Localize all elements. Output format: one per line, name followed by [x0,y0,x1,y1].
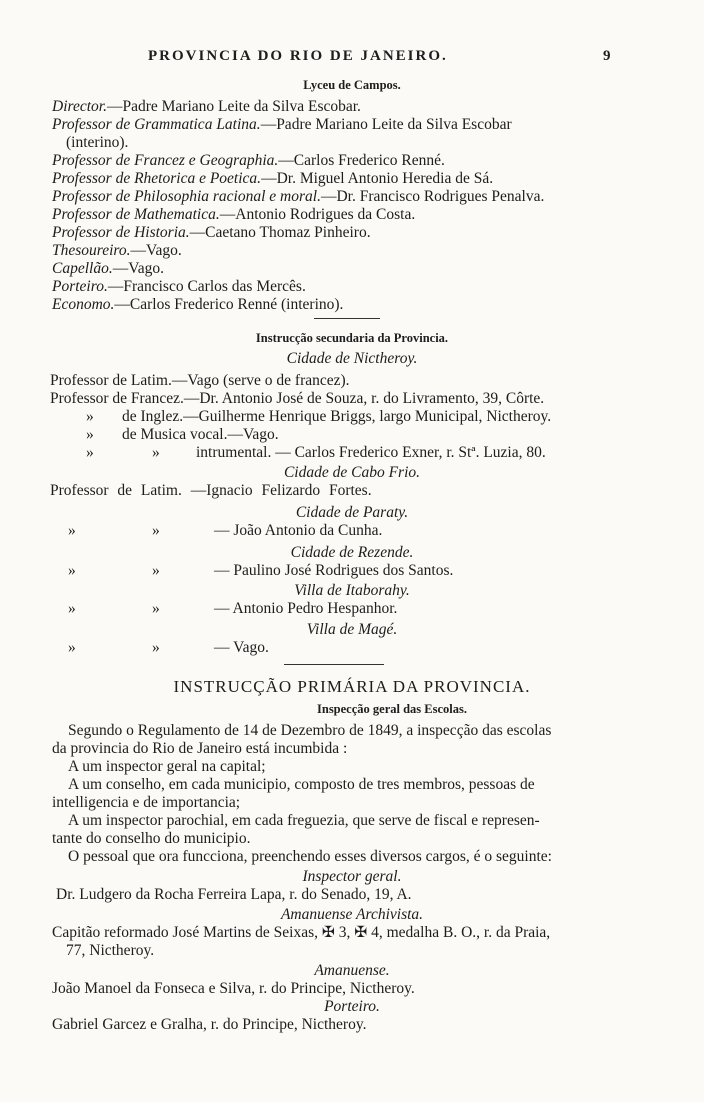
ditto-mark: » [68,600,76,617]
paragraph-line: A um conselho, em cada municipio, composto de tres membros, pessoas de [68,776,535,793]
ditto-mark: » [68,639,76,656]
lyceu-entry: Professor de Philosophia racional e moral.—Dr. Francisco Rodrigues Penalva. [52,188,545,205]
teacher-line: Professor de Latim.—Vago (serve o de francez). [50,372,350,389]
lyceu-entry: Capellão.—Vago. [52,260,164,277]
ditto-mark: » [86,408,94,425]
teacher-line: — João Antonio da Cunha. [214,522,383,539]
city-heading: Cidade de Nictheroy. [286,350,418,367]
lyceu-entry: Professor de Francez e Geographia.—Carlos Frederico Renné. [52,152,445,169]
staff-line: Capitão reformado José Martins de Seixas, ✠ 3, ✠ 4, medalha B. O., r. da Praia, [52,924,551,941]
lyceu-entry: Professor de Grammatica Latina.—Padre Mariano Leite da Silva Escobar [52,116,512,133]
lyceu-entry: Economo.—Carlos Frederico Renné (interino). [52,296,344,313]
section-title-lyceu: Lyceu de Campos. [303,78,401,92]
lyceu-entry: Professor de Mathematica.—Antonio Rodrigues da Costa. [52,206,416,223]
paragraph-line: Segundo o Regulamento de 14 de Dezembro de 1849, a inspecção das escolas [68,722,552,739]
teacher-line: de Musica vocal.—Vago. [122,426,279,443]
section-divider [314,318,380,319]
lyceu-entry: Professor de Historia.—Caetano Thomaz Pinheiro. [52,224,371,241]
lyceu-entry: (interino). [66,134,129,151]
teacher-line: Professor de Francez.—Dr. Antonio José de Souza, r. do Livramento, 39, Côrte. [50,390,545,407]
page-number: 9 [603,48,611,64]
city-heading: Cidade de Paraty. [295,504,409,521]
teacher-line: Professor de Latim. —Ignacio Felizardo Fortes. [50,482,372,499]
teacher-line: intrumental. — Carlos Frederico Exner, r. Stª. Luzia, 80. [196,444,546,461]
page-header-title: PROVINCIA DO RIO DE JANEIRO. [148,48,448,64]
ditto-mark: » [86,426,94,443]
section-subtitle-inspeccao: Inspecção geral das Escolas. [317,702,467,716]
city-heading: Cidade de Cabo Frio. [283,464,421,481]
section-divider [284,664,384,665]
lyceu-entry: Professor de Rhetorica e Poetica.—Dr. Miguel Antonio Heredia de Sá. [52,170,494,187]
staff-line: 77, Nictheroy. [66,942,155,959]
city-heading: Cidade de Rezende. [290,544,414,561]
city-heading: Villa de Itaborahy. [294,582,410,599]
role-heading: Inspector geral. [302,868,402,885]
ditto-mark: » [152,600,160,617]
ditto-mark: » [86,444,94,461]
paragraph-line: A um inspector geral na capital; [68,758,266,775]
ditto-mark: » [68,562,76,579]
teacher-line: de Inglez.—Guilherme Henrique Briggs, largo Municipal, Nictheroy. [122,408,552,425]
staff-line: Dr. Ludgero da Rocha Ferreira Lapa, r. do Senado, 19, A. [56,886,412,903]
teacher-line: — Paulino José Rodrigues dos Santos. [214,562,454,579]
paragraph-line: da provincia do Rio de Janeiro está incumbida : [52,740,348,757]
paragraph-line: intelligencia e de importancia; [52,794,241,811]
lyceu-entry: Director.—Padre Mariano Leite da Silva Escobar. [52,98,361,115]
paragraph-line: A um inspector parochial, em cada freguezia, que serve de fiscal e represen- [68,812,540,829]
teacher-line: — Antonio Pedro Hespanhor. [214,600,398,617]
ditto-mark: » [152,522,160,539]
section-title-secundaria: Instrucção secundaria da Provincia. [255,331,449,345]
lyceu-entry: Porteiro.—Francisco Carlos das Mercês. [52,278,306,295]
city-heading: Villa de Magé. [306,621,398,638]
section-title-primaria: INSTRUCÇÃO PRIMÁRIA DA PROVINCIA. [173,677,531,696]
role-heading: Amanuense. [314,962,390,979]
role-heading: Amanuense Archivista. [280,906,424,923]
lyceu-entry: Thesoureiro.—Vago. [52,242,182,259]
ditto-mark: » [68,522,76,539]
staff-line: Gabriel Garcez e Gralha, r. do Principe, Nictheroy. [52,1016,367,1033]
teacher-line: — Vago. [214,639,269,656]
ditto-mark: » [152,444,160,461]
staff-line: João Manoel da Fonseca e Silva, r. do Principe, Nictheroy. [52,980,415,997]
paragraph-line: tante do conselho do municipio. [52,830,251,847]
ditto-mark: » [152,562,160,579]
role-heading: Porteiro. [324,998,380,1015]
paragraph-line: O pessoal que ora funcciona, preenchendo esses diversos cargos, é o seguinte: [68,848,552,865]
ditto-mark: » [152,639,160,656]
